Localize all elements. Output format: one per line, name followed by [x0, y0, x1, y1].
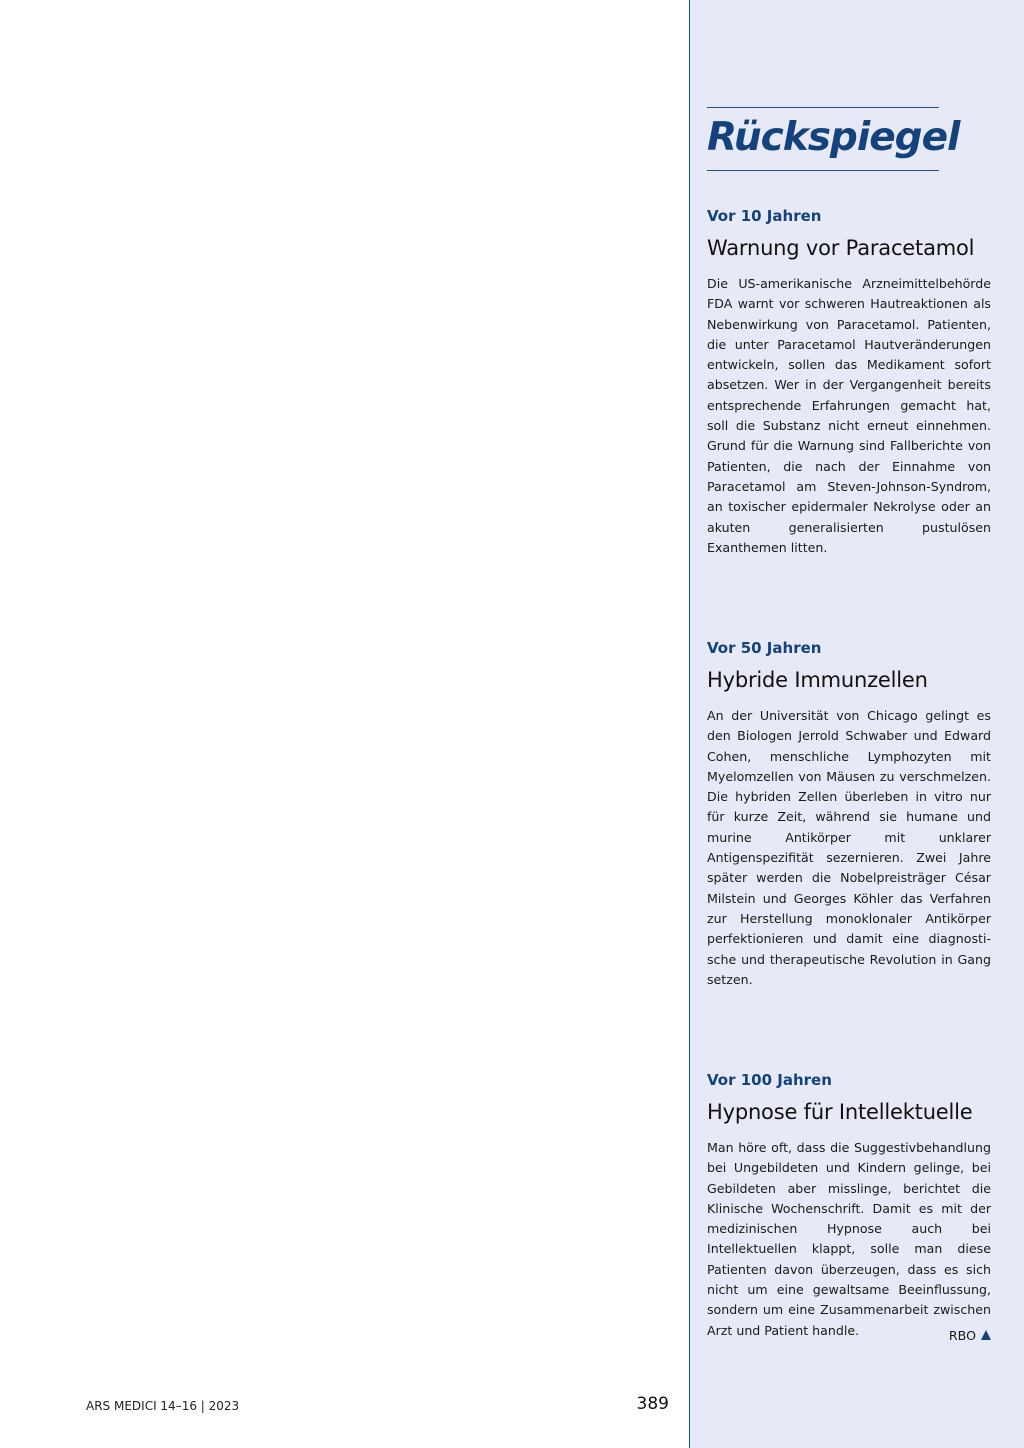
article-body: An der Universität von Chicago gelingt es den Biologen Jerrold Schwaber und Edward Cohen, menschliche Lymphozyten mit Myelomzellen von Mäusen zu verschmelzen. Die hybriden Zellen überleben in vitro nur für kurze Zeit, während sie humane und murine Antikörper mit unklarer Antigenspezifität sezernieren. Zwei Jahre später werden die Nobelpreisträger César Milstein und Georges Köhler das Verfahren zur Herstellung monoklonaler Antikörper perfektionieren und damit eine diagnostische und therapeutische Revolution in Gang setzen. — [707, 708, 991, 987]
article-body: Die US-amerikanische Arzneimittelbehörde FDA warnt vor schweren Hautreaktionen als Nebenwirkung von Paracetamol. Patienten, die unter Paracetamol Hautveränderungen entwickeln, sollen das Medikament sofort absetzen. Wer in der Vergangenheit bereits entsprechende Erfahrungen gemacht hat, soll die Substanz nicht erneut einnehmen. Grund für die Warnung sind Fallberichte von Patienten, die nach der Einnahme von Paracetamol am Steven-Johnson-Syndrom, an toxischer epidermaler Nekrolyse oder an akuten generalisierten pustulösen Exanthemen litten. — [707, 276, 991, 555]
article-kicker: Vor 10 Jahren — [707, 207, 822, 225]
author-signature — [949, 1326, 991, 1346]
author-initials: RBO — [948, 1328, 976, 1343]
article-headline: Hypnose für Intellektuelle — [707, 1100, 973, 1124]
page-number: 389 — [636, 1394, 669, 1414]
article-body: Man höre oft, dass die Suggestivbehandlung bei Ungebildeten und Kindern gelinge, bei Gebildeten aber misslinge, berichtet die Klinische Wochenschrift. Damit es mit der medizinischen Hypnose auch bei Intellektuellen klappt, solle man diese Patienten davon überzeugen, dass es sich nicht um eine gewaltsame Beeinflussung, sondern um eine Zusammenarbeit zwischen Arzt und Patient handle. — [707, 1140, 991, 1338]
author-container — [707, 0, 991, 1448]
section-title: Rückspiegel — [707, 115, 960, 160]
article-kicker: Vor 50 Jahren — [707, 639, 822, 657]
footer-journal: ARS MEDICI 14–16 | 2023 — [86, 1399, 240, 1413]
article-kicker: Vor 100 Jahren — [707, 1071, 832, 1089]
triangle-up-icon — [981, 1330, 991, 1340]
article-headline: Warnung vor Paracetamol — [707, 236, 975, 260]
sidebar-rueckspiegel — [689, 0, 1024, 1448]
article-headline: Hybride Immunzellen — [707, 668, 928, 692]
